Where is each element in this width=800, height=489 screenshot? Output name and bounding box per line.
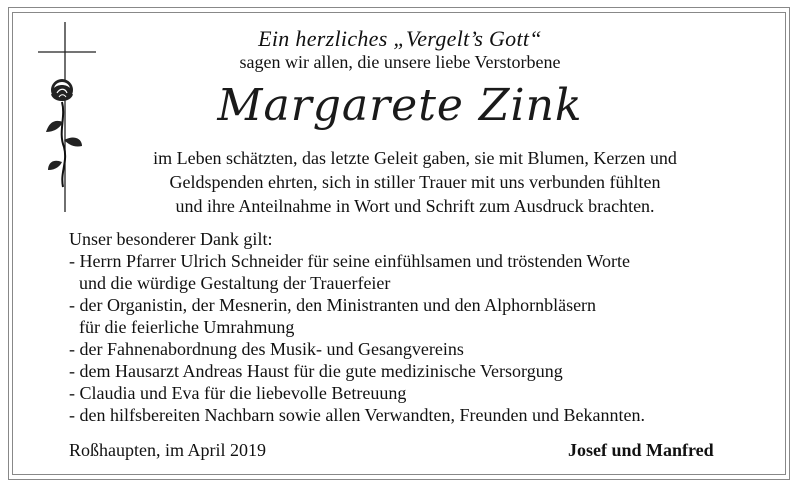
thanks-item: - der Fahnenabordnung des Musik- und Gesangvereins bbox=[69, 339, 464, 359]
intro-line: und ihre Anteilnahme in Wort und Schrift zum Ausdruck brachten. bbox=[175, 196, 655, 216]
thanks-section bbox=[69, 228, 759, 426]
thanks-item: - Herrn Pfarrer Ulrich Schneider für seine einfühlsamen und tröstenden Worte bbox=[69, 251, 631, 271]
heading: Ein herzliches „Vergelt’s Gott“ bbox=[258, 26, 542, 51]
thanks-item: - dem Hausarzt Andreas Haust für die gute medizinische Versorgung bbox=[69, 361, 563, 381]
thanks-item-continuation: für die feierliche Umrahmung bbox=[79, 317, 295, 337]
thanks-title: Unser besonderer Dank gilt: bbox=[69, 229, 273, 249]
signatories: Josef und Manfred bbox=[568, 440, 714, 460]
place-date: Roßhaupten, im April 2019 bbox=[69, 440, 266, 460]
thanks-item-continuation: und die würdige Gestaltung der Trauerfeier bbox=[79, 273, 391, 293]
intro-line: im Leben schätzten, das letzte Geleit gaben, sie mit Blumen, Kerzen und bbox=[153, 148, 677, 168]
thanks-item: - Claudia und Eva für die liebevolle Betreuung bbox=[69, 383, 407, 403]
subheading: sagen wir allen, die unsere liebe Verstorbene bbox=[239, 52, 561, 72]
intro-line: Geldspenden ehrten, sich in stiller Trauer mit uns verbunden fühlten bbox=[169, 172, 661, 192]
deceased-name: Margarete Zink bbox=[217, 80, 583, 131]
thanks-item: - der Organistin, der Mesnerin, den Ministranten und den Alphornbläsern bbox=[69, 295, 597, 315]
intro-paragraph bbox=[100, 146, 730, 218]
thanks-item: - den hilfsbereiten Nachbarn sowie allen Verwandten, Freunden und Bekannten. bbox=[69, 405, 645, 425]
